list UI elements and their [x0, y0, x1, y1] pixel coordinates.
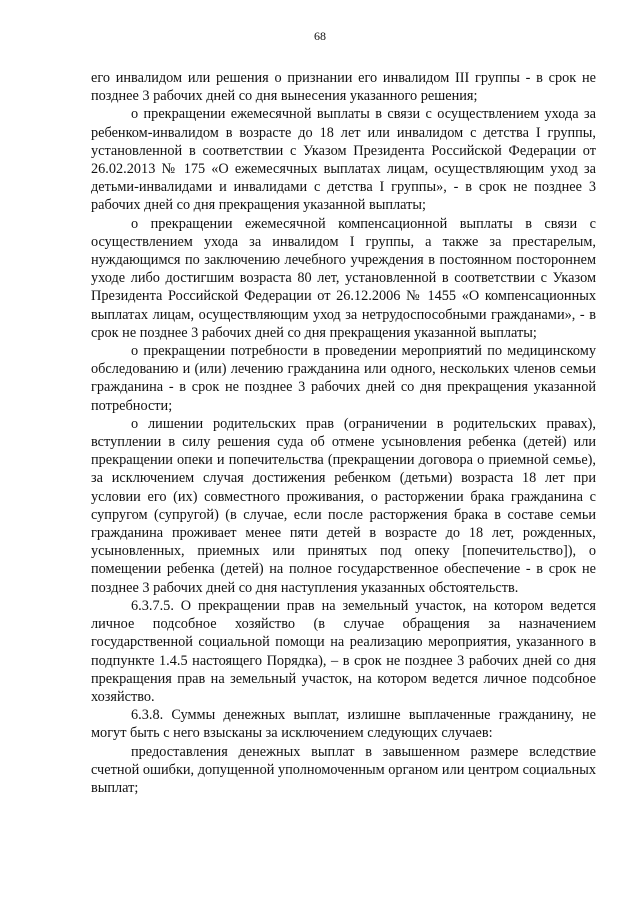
document-body [91, 69, 596, 797]
paragraph-land-rights-6-3-7-5: 6.3.7.5. О прекращении прав на земельный участок, на котором ведется личное подсобное хозяйство (в случае обращения за назначением государственной социальной помощи на реализацию мероприятия, указанного в подпункте 1.4.5 настоящего Порядка), – в срок не позднее 3 рабочих дней со дня прекращения прав на земельный участок, на котором ведется личное подсобное хозяйство. [91, 597, 596, 705]
paragraph-medical-need-termination: о прекращении потребности в проведении мероприятий по медицинскому обследованию и (или) лечению гражданина или одного, нескольких членов семьи гражданина - в срок не позднее 3 рабочих дней со дня прекращения указанной потребности; [91, 343, 596, 414]
paragraph-compensation-payment-termination: о прекращении ежемесячной компенсационной выплаты в связи с осуществлением ухода за инвалидом I группы, а также за престарелым, нуждающимся по заключению лечебного учреждения в постоянном постороннем уходе либо достигшим возраста 80 лет, установленной в соответствии с Указом Президента Российской Федерации от 26.12.2006 № 1455 «О компенсационных выплатах лицам, осуществляющим уход за нетрудоспособными гражданами», - в срок не позднее 3 рабочих дней со дня прекращения указанной выплаты; [91, 215, 596, 341]
page-number: 68 [314, 29, 326, 43]
paragraph-monthly-payment-termination: о прекращении ежемесячной выплаты в связи с осуществлением ухода за ребенком-инвалидом в возрасте до 18 лет или инвалидом с детства I группы, установленной в соответствии с Указом Президента Российской Федерации от 26.02.2013 № 175 «О ежемесячных выплатах лицам, осуществляющим уход за детьми-инвалидами и инвалидами с детства I группы», - в срок не позднее 3 рабочих дней со дня прекращения указанной выплаты; [91, 106, 596, 214]
paragraph-overpayment-error: предоставления денежных выплат в завышенном размере вследствие счетной ошибки, допущенной уполномоченным органом или центром социальных выплат; [91, 743, 596, 796]
paragraph-section-6-3-8: 6.3.8. Суммы денежных выплат, излишне выплаченные гражданину, не могут быть с него взысканы за исключением следующих случаев: [91, 707, 596, 742]
paragraph-continuation: его инвалидом или решения о признании его инвалидом III группы - в срок не позднее 3 рабочих дней со дня вынесения указанного решения; [91, 70, 596, 105]
paragraph-parental-rights: о лишении родительских прав (ограничении в родительских правах), вступлении в силу решения суда об отмене усыновления ребенка (детей) или прекращении опеки и попечительства (прекращении договора о приемной семье), за исключением случая достижения ребенком (детьми) возраста 18 лет при условии его (их) совместного проживания, о расторжении брака гражданина с супругом (супругой) (в случае, если после расторжения брака в составе семьи гражданина проживает менее пяти детей в возрасте до 18 лет, рожденных, усыновленных, приемных или принятых под опеку [попечительство]), о помещении ребенка (детей) на полное государственное обеспечение - в срок не позднее 3 рабочих дней со дня наступления указанных обстоятельств. [91, 415, 596, 596]
